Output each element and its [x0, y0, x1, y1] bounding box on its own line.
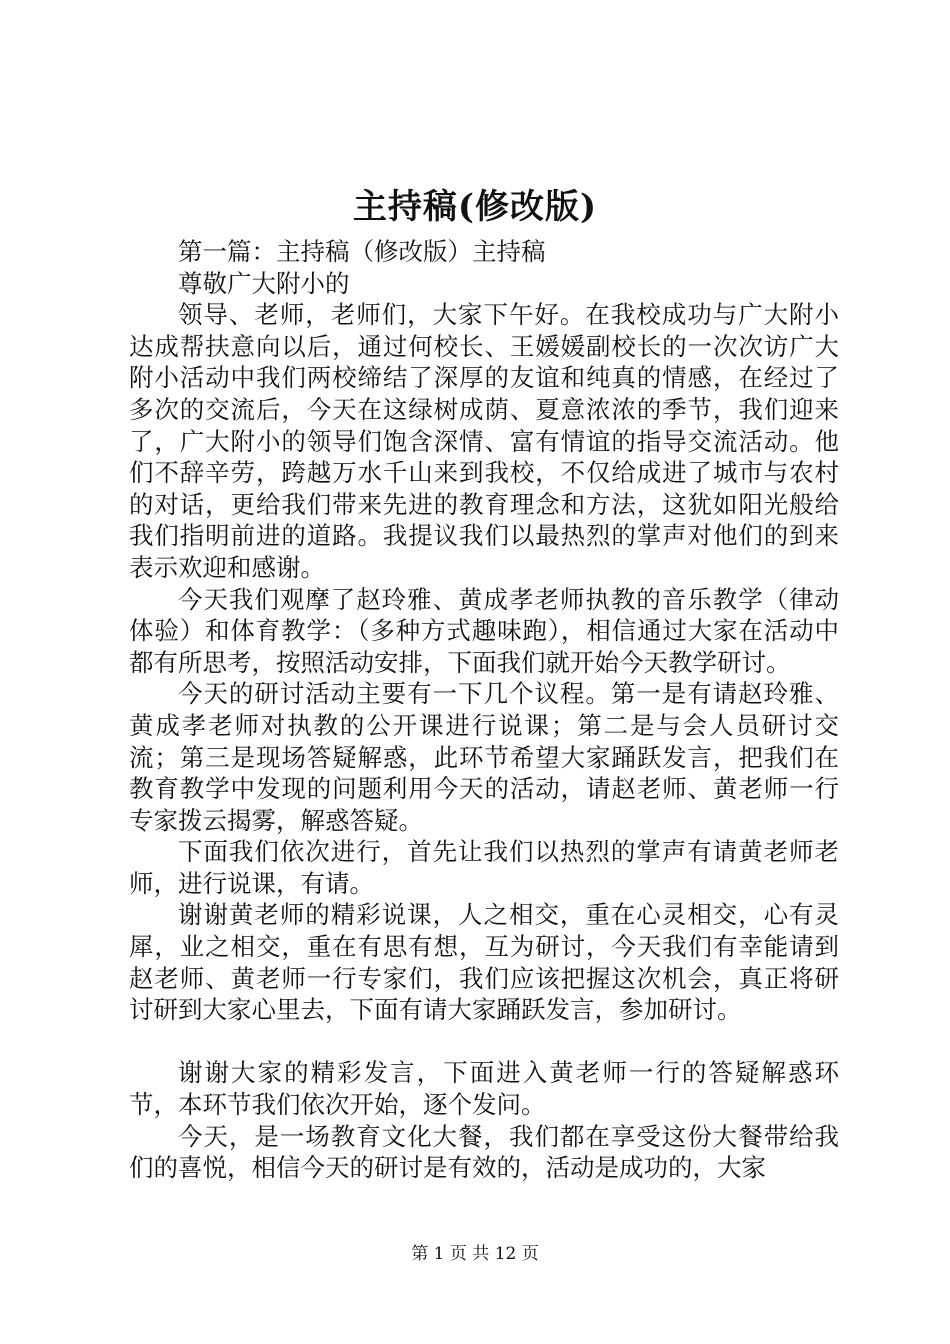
paragraph-first-speaker: 下面我们依次进行，首先让我们以热烈的掌声有请黄老师老师，进行说课，有请。: [129, 837, 839, 898]
paragraph-closing: 今天，是一场教育文化大餐，我们都在享受这份大餐带给我们的喜悦，相信今天的研讨是有效的，活动是成功的，大家: [129, 1121, 839, 1183]
paragraph-agenda: 今天的研讨活动主要有一下几个议程。第一是有请赵玲雅、黄成孝老师对执教的公开课进行说课；第二是与会人员研讨交流；第三是现场答疑解惑，此环节希望大家踊跃发言，把我们在教育教学中发现的问题利用今天的活动，请赵老师、黄老师一行专家拨云揭雾，解惑答疑。: [129, 679, 839, 835]
document-body: [129, 236, 839, 1184]
paragraph-observation: 今天我们观摩了赵玲雅、黄成孝老师执教的音乐教学（律动体验）和体育教学：（多种方式趣味跑），相信通过大家在活动中都有所思考，按照活动安排，下面我们就开始今天教学研讨。: [129, 584, 839, 677]
page-indicator: 第 1 页 共 12 页: [411, 1244, 539, 1264]
document-title: 主持稿(修改版): [352, 187, 598, 227]
paragraph-subtitle: 第一篇：主持稿（修改版）主持稿: [178, 237, 546, 266]
paragraph-salutation: 尊敬广大附小的: [178, 268, 350, 298]
paragraph-welcome: 领导、老师，老师们，大家下午好。在我校成功与广大附小达成帮扶意向以后，通过何校长、王媛媛副校长的一次次访广大附小活动中我们两校缔结了深厚的友谊和纯真的情感，在经过了多次的交流后，今天在这绿树成荫、夏意浓浓的季节，我们迎来了，广大附小的领导们饱含深情、富有情谊的指导交流活动。他们不辞辛劳，跨越万水千山来到我校，不仅给成进了城市与农村的对话，更给我们带来先进的教育理念和方法，这犹如阳光般给我们指明前进的道路。我提议我们以最热烈的掌声对他们的到来表示欢迎和感谢。: [129, 300, 839, 582]
paragraph-thanks-speaker: 谢谢黄老师的精彩说课，人之相交，重在心灵相交，心有灵犀，业之相交，重在有思有想，互为研讨，今天我们有幸能请到赵老师、黄老师一行专家们，我们应该把握这次机会，真正将研讨研到大家心里去，下面有请大家踊跃发言，参加研讨。: [129, 900, 839, 1025]
paragraph-qa-session: 谢谢大家的精彩发言，下面进入黄老师一行的答疑解惑环节，本环节我们依次开始，逐个发问。: [129, 1058, 839, 1120]
